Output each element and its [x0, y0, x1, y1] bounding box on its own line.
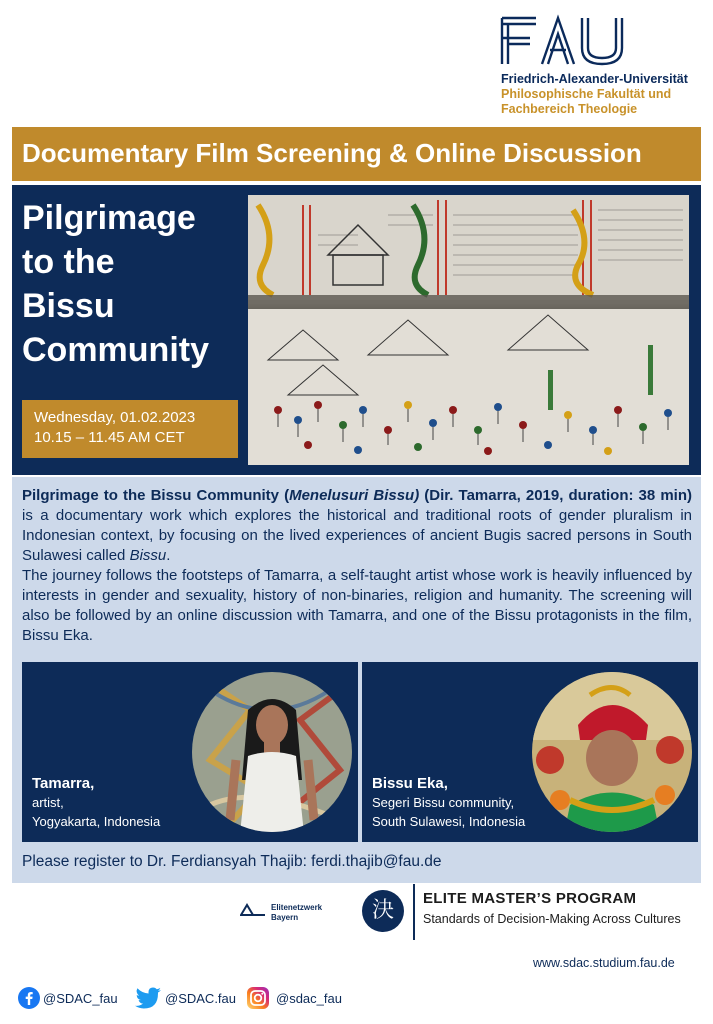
event-type-text: Documentary Film Screening & Online Discussion	[22, 138, 642, 168]
instagram-handle[interactable]: @sdac_fau	[276, 991, 342, 1006]
speaker-location: Yogyakarta, Indonesia	[32, 814, 161, 829]
facebook-handle[interactable]: @SDAC_fau	[43, 991, 118, 1006]
faculty-line-1: Philosophische Fakultät und	[501, 87, 672, 101]
film-director-duration: (Dir. Tamarra, 2019, duration: 38 min)	[419, 487, 692, 504]
facebook-icon[interactable]	[18, 987, 40, 1009]
program-subtitle: Standards of Decision-Making Across Cultures	[423, 912, 681, 926]
elitenetzwerk-line-2: Bayern	[271, 913, 299, 922]
title-line: Bissu	[22, 287, 115, 325]
twitter-handle[interactable]: @SDAC.fau	[165, 991, 236, 1006]
event-title	[22, 196, 242, 372]
film-still-image	[248, 195, 689, 465]
speaker-photo-tamarra	[190, 670, 354, 834]
program-title: ELITE MASTER’S PROGRAM	[423, 890, 637, 907]
speaker-role: Segeri Bissu community,	[372, 795, 515, 810]
description-paragraph-2: The journey follows the footsteps of Tamarra, a self-taught artist whose work is heavily influenced by interests in gender and sexuality, history of non-binaries, religion and humanity. The screening will also be followed by an online discussion with Tamarra, and one of the Bissu protagonists in the film, Bissu Eka.	[22, 567, 692, 644]
instagram-icon[interactable]	[247, 987, 269, 1009]
fau-logo	[498, 14, 626, 68]
speaker-role: artist,	[32, 795, 64, 810]
fau-logo-text: FAU	[498, 14, 500, 15]
description-paragraph-1	[22, 486, 692, 566]
title-line: Pilgrimage	[22, 199, 196, 237]
speaker-card-tamarra	[22, 662, 358, 842]
elitenetzwerk-logo-icon	[240, 903, 266, 917]
registration-info[interactable]: Please register to Dr. Ferdiansyah Thajib: ferdi.thajib@fau.de	[22, 853, 442, 870]
bissu-term: Bissu	[129, 547, 167, 564]
title-line: to the	[22, 243, 115, 281]
divider	[413, 884, 415, 940]
website-link[interactable]: www.sdac.studium.fau.de	[533, 956, 675, 970]
event-date: Wednesday, 01.02.2023	[34, 409, 196, 426]
description-body: is a documentary work which explores the historical and traditional roots of gender pluralism in Indonesian context, by focusing on the lived experiences of ancient Bugis sacred persons in South Sulawesi called	[22, 507, 692, 564]
elitenetzwerk-line-1: Elitenetzwerk	[271, 903, 323, 912]
speaker-name: Bissu Eka,	[372, 775, 448, 792]
description-text	[22, 486, 692, 646]
twitter-icon[interactable]	[134, 987, 162, 1009]
speaker-photo-bissu-eka	[530, 670, 694, 834]
speaker-location: South Sulawesi, Indonesia	[372, 814, 526, 829]
faculty-line-2: Fachbereich Theologie	[501, 102, 638, 116]
event-time: 10.15 – 11.45 AM CET	[34, 429, 185, 446]
speaker-card-bissu-eka	[362, 662, 698, 842]
period: .	[166, 547, 171, 564]
film-title-original: Menelusuri Bissu)	[289, 487, 420, 504]
speaker-name: Tamarra,	[32, 775, 95, 792]
program-seal-icon: 決	[362, 890, 404, 932]
university-name: Friedrich-Alexander-Universität	[501, 72, 688, 86]
title-line: Community	[22, 331, 209, 369]
film-title-bold: Pilgrimage to the Bissu Community (	[22, 487, 290, 504]
